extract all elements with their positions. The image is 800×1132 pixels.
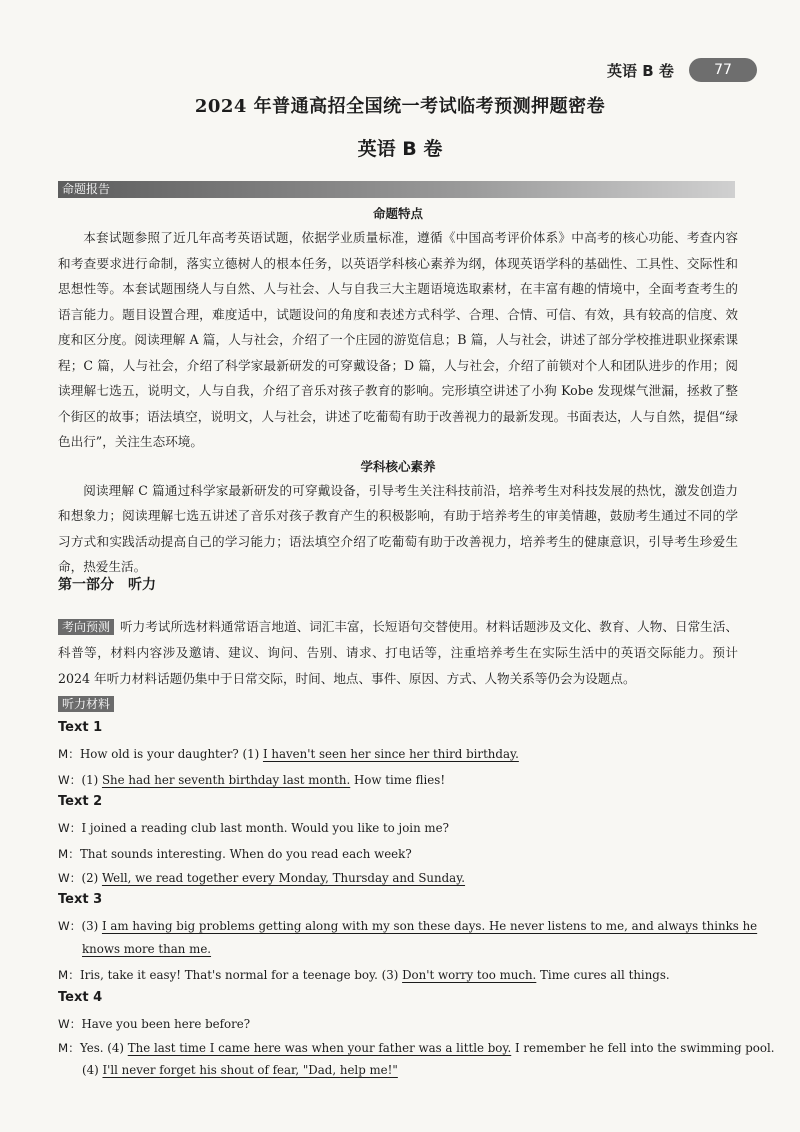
- features-heading: 命题特点: [372, 206, 423, 221]
- text-heading: Text 4: [58, 990, 103, 1005]
- literacy-text: 阅读理解 C 篇通过科学家最新研发的可穿戴设备，引导考生关注科技前沿，培养考生对科技发展的热忱，激发创造力和想象力；阅读理解七选五讲述了音乐对孩子教育产生的积极影响，有助于培养考生的审美情趣，鼓励考生通过不同的学习方式和实践活动提高自己的学习能力；语法填空介绍了吃葡萄有助于改善视力，培养考生的健康意识，引导考生珍爱生命，热爱生活。: [58, 482, 738, 574]
- page-subtitle: 英语 B 卷: [357, 138, 443, 160]
- part-one-title: [58, 574, 156, 594]
- dialogue-line: W：I joined a reading club last month. Would you like to join me?: [58, 821, 449, 835]
- forecast-section: [58, 614, 738, 692]
- page-title: 2024 年普通高招全国统一考试临考预测押题密卷: [194, 96, 606, 117]
- materials-tag: 听力材料: [58, 696, 114, 712]
- forecast-tag: 考向预测: [58, 619, 114, 635]
- dialogue-line: W：(2) Well, we read together every Monday, Thursday and Sunday.: [58, 871, 466, 885]
- report-section: [58, 202, 738, 580]
- text-heading: Text 3: [58, 892, 103, 907]
- dialogue-line: M：Yes. (4) The last time I came here was when your father was a little boy. I remember he fell into the swimming pool.: [58, 1041, 775, 1055]
- forecast-text: 听力考试所选材料通常语言地道、词汇丰富，长短语句交替使用。材料话题涉及文化、教育、人物、日常生活、科普等，材料内容涉及邀请、建议、询问、告别、请求、打电话等，注重培养考生在实际生活中的英语交际能力。预计 2024 年听力材料话题仍集中于日常交际，时间、地点、事件、原因、方式、人物关系等仍会为设题点。: [58, 619, 738, 686]
- section-label: 英语 B 卷: [607, 62, 674, 80]
- literacy-heading: 学科核心素养: [360, 458, 436, 474]
- materials-tag-wrap: [58, 693, 120, 712]
- text-heading: Text 2: [58, 794, 103, 809]
- part-one-number: 第一部分: [58, 577, 114, 593]
- dialogue-line: W：(1) She had her seventh birthday last month. How time flies!: [58, 773, 446, 787]
- features-text: 本套试题参照了近几年高考英语试题，依据学业质量标准，遵循《中国高考评价体系》中高考的核心功能、考查内容和考查要求进行命制，落实立德树人的根本任务，以英语学科核心素养为纲，体现英语学科的基础性、工具性、交际性和思想性等。本套试题围绕人与自然、人与社会、人与自我三大主题语境选取素材，在丰富有趣的情境中，全面考查考生的语言能力。题目设置合理，难度适中，试题设问的角度和表述方式科学、合理、合情、可信、有效，具有较高的信度、效度和区分度。阅读理解 A 篇，人与社会，介绍了一个庄园的游览信息；B 篇，人与社会，讲述了部分学校推进职业探索课程；C 篇，人与社会，介绍了科学家最新研发的可穿戴设备；D 篇，人与社会，介绍了前锁对个人和团队进步的作用；阅读理解七选五，说明文，人与自我，介绍了音乐对孩子教育的影响。完形填空讲述了小狗 Kobe 发现煤气泄漏，拯救了整个街区的故事；语法填空，说明文，人与社会，讲述了吃葡萄有助于改善视力的最新发现。书面表达，人与自然，提倡“绿色出行”，关注生态环境。: [58, 230, 738, 449]
- dialogue-line: W：Have you been here before?: [58, 1017, 251, 1031]
- report-banner: [58, 181, 735, 198]
- report-banner-label: 命题报告: [62, 182, 111, 196]
- dialogue-line: knows more than me.: [82, 942, 212, 956]
- dialogue-line: M：Iris, take it easy! That's normal for a teenage boy. (3) Don't worry too much. Time cures all things.: [58, 968, 670, 982]
- dialogue-line: W：(3) I am having big problems getting along with my son these days. He never listens to me, and always thinks he: [58, 919, 758, 933]
- dialogue-line: (4) I'll never forget his shout of fear, "Dad, help me!": [82, 1063, 398, 1077]
- page-number: 77: [689, 58, 757, 82]
- part-one-name: 听力: [128, 577, 156, 593]
- dialogue-line: M：That sounds interesting. When do you read each week?: [58, 847, 412, 861]
- text-heading: Text 1: [58, 720, 103, 735]
- dialogue-line: M：How old is your daughter? (1) I haven't seen her since her third birthday.: [58, 747, 519, 761]
- page-header-tab: [607, 58, 762, 84]
